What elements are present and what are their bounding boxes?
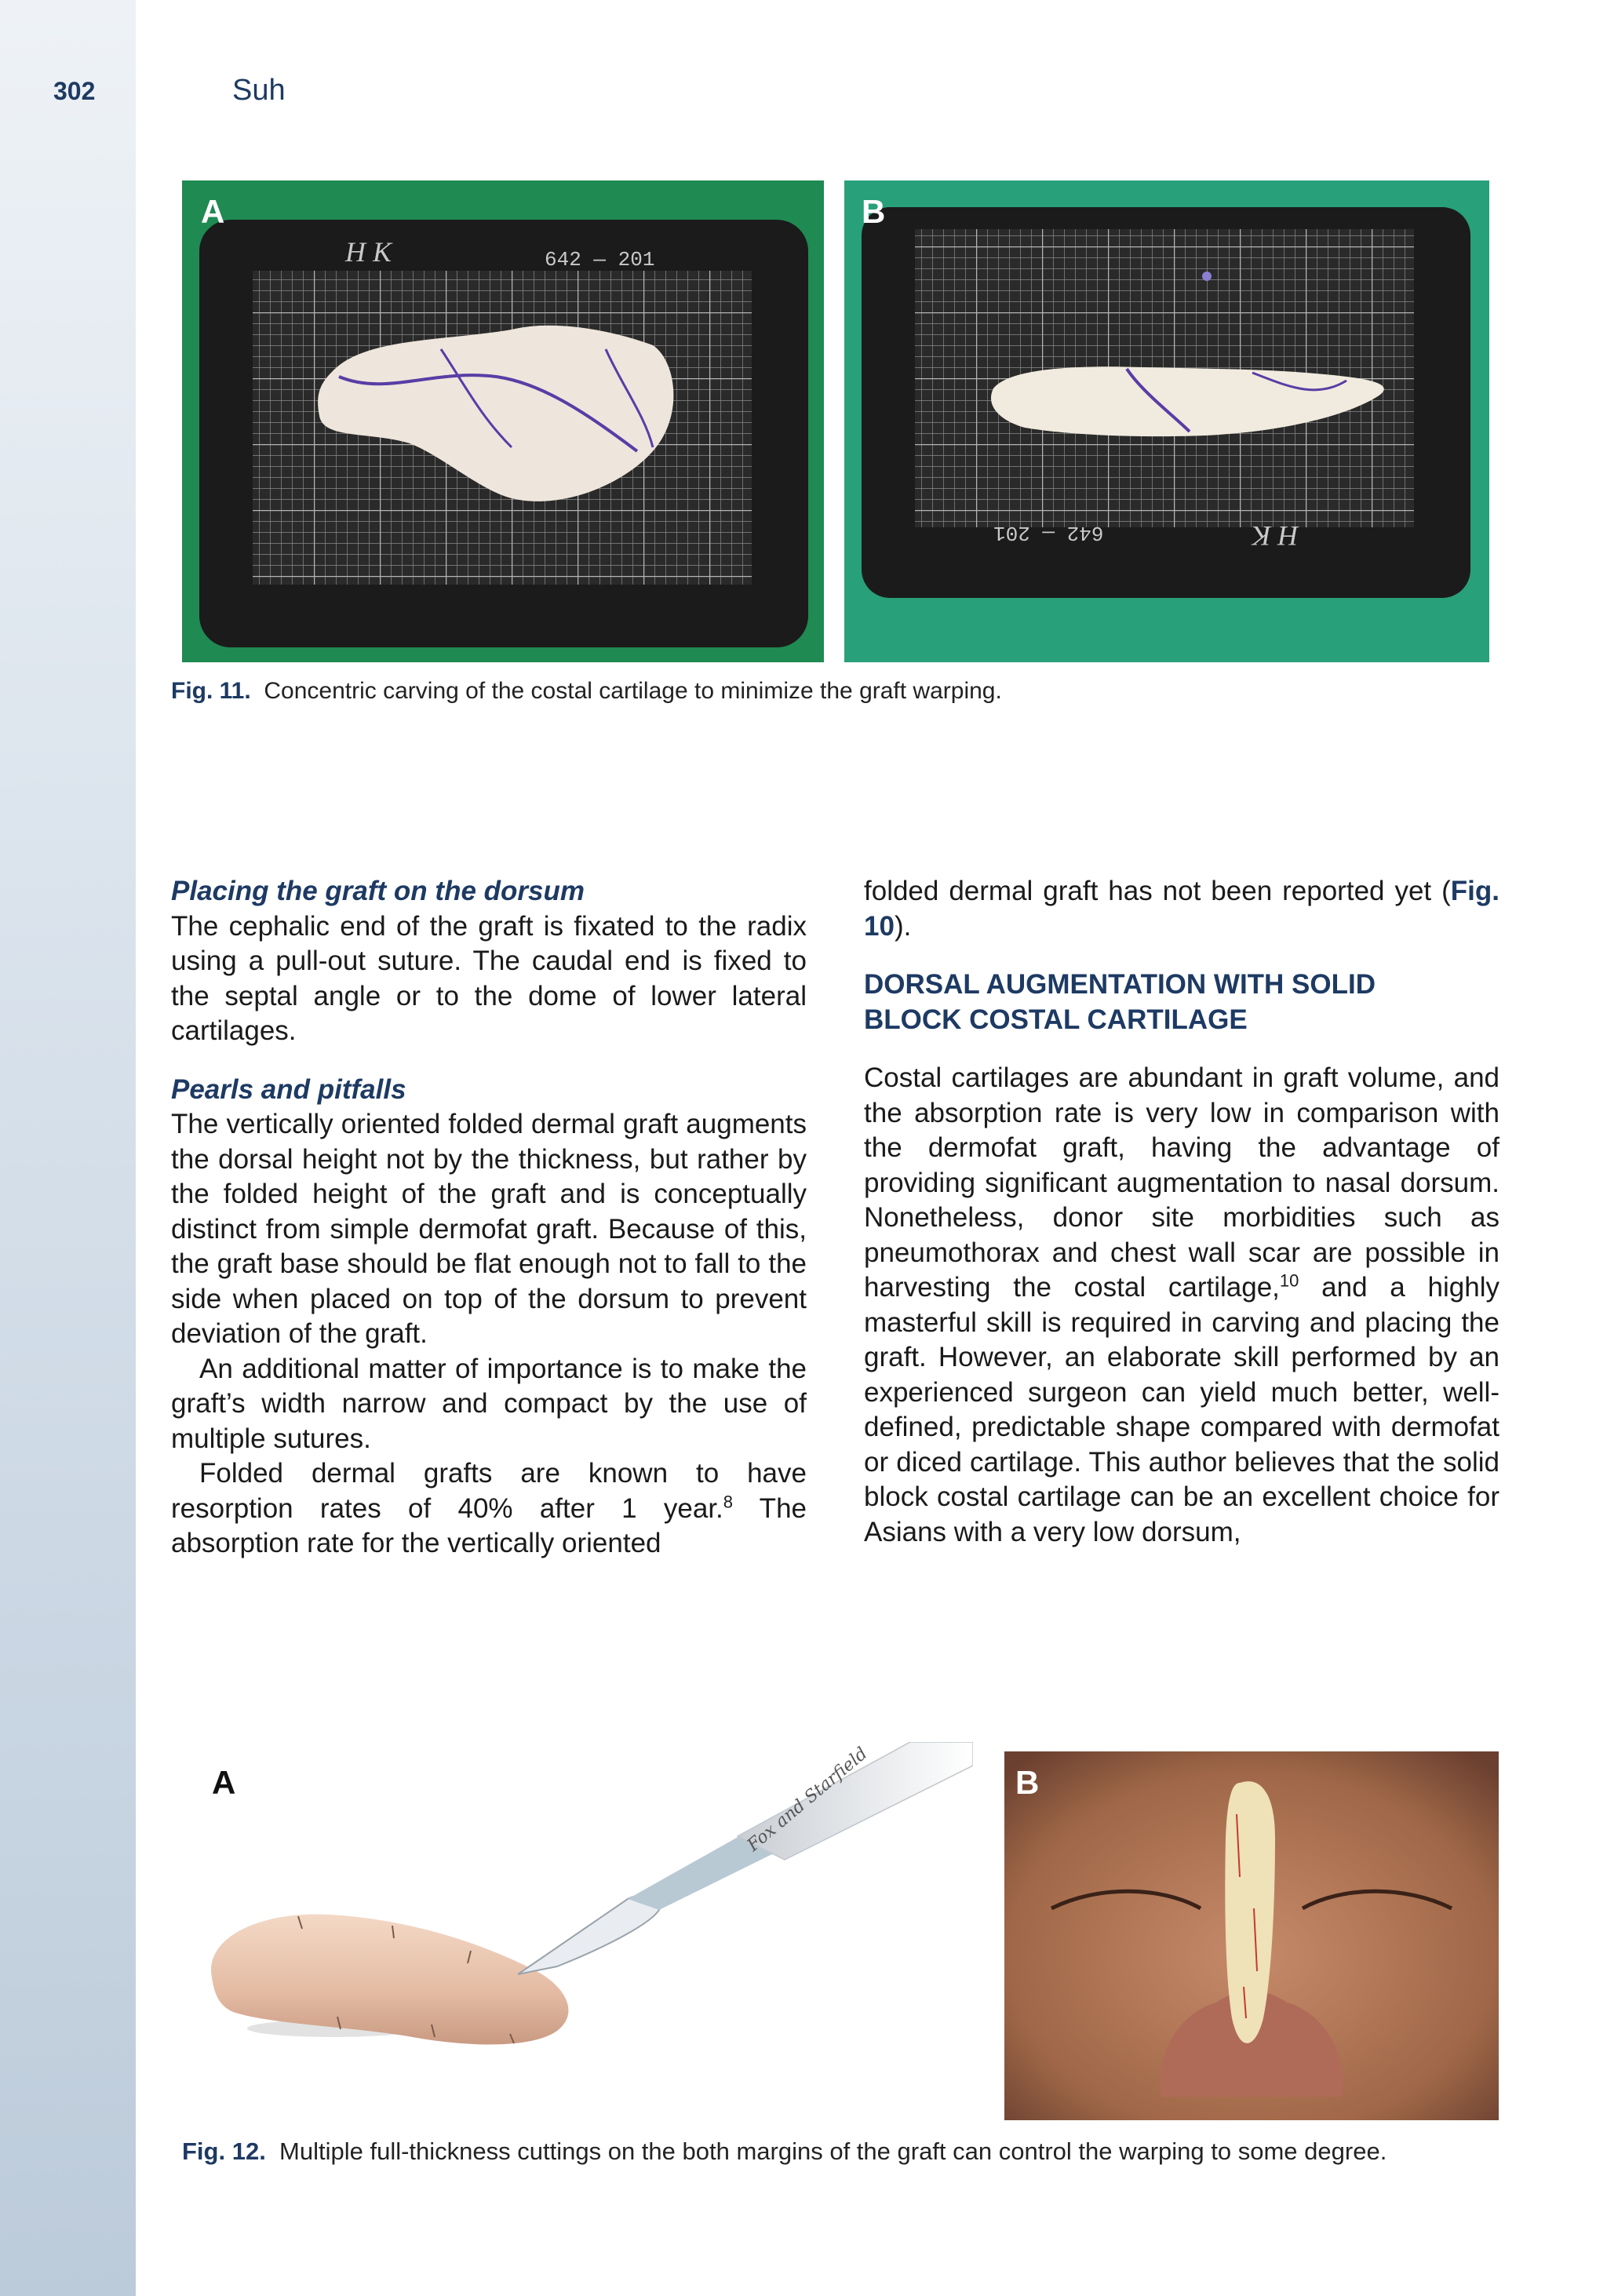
figure11-panel-b-photo: [844, 180, 1489, 662]
paragraph-continued-end: ).: [894, 910, 912, 942]
figure12-panel-b-letter: B: [1015, 1764, 1040, 1801]
paragraph-continued-text: folded dermal graft has not been reported yet (: [864, 876, 1451, 906]
section-heading-line1: DORSAL AUGMENTATION WITH SOLID: [864, 969, 1376, 1000]
paragraph-placing-graft: The cephalic end of the graft is fixated to the radix using a pull-out suture. The caudal end is fixed to the septal angle or to the dome of lower lateral cartilages.: [171, 910, 807, 1046]
citation-10: 10: [1279, 1270, 1299, 1291]
figure12-caption-text: Multiple full-thickness cuttings on the both margins of the graft can control the warping to some degree.: [279, 2137, 1387, 2165]
scalpel-signature: Fox and Starfield: [743, 1744, 872, 1856]
figure12-caption: [182, 2137, 1563, 2166]
figure12-caption-label: Fig. 12.: [182, 2137, 266, 2165]
paragraph-costal-cartilage-end: and a highly masterful skill is required in carving and placing the graft. However, an elaborate skill performed by an experienced surgeon can yield much better, well-defined, predictable shape compared with dermofat or diced cartilage. This author believes that the solid block costal cartilage can be an excellent choice for Asians with a very low dorsum,: [864, 1272, 1500, 1547]
heading-placing-graft: Placing the graft on the dorsum: [171, 876, 585, 906]
citation-8: 8: [723, 1491, 734, 1511]
figure11-board-b-label: 642 — 201: [993, 521, 1104, 545]
figure12-panel-a-letter: A: [212, 1764, 236, 1801]
paragraph-costal-cartilage-start: Costal cartilages are abundant in graft volume, and the absorption rate is very low in comparison with the dermofat graft, having the advantage of providing significant augmentation to nasal dorsum. Nonetheless, donor site morbidities such as pneumothorax and chest wall scar are possible in harvesting the costal cartilage,: [864, 1062, 1500, 1303]
figure11-board-b-brand: H K: [1252, 520, 1299, 552]
left-text-column: [171, 874, 807, 1562]
paragraph-pearls-3-start: Folded dermal grafts are known to have resorption rates of 40% after 1 year.: [171, 1458, 807, 1524]
running-head-author: Suh: [232, 74, 286, 107]
figure11-caption: [171, 678, 1505, 705]
figure12-panel-a-illustration: [188, 1742, 973, 2134]
figure11-panel-b-letter: B: [862, 193, 886, 230]
paragraph-pearls-2: An additional matter of importance is to make the graft’s width narrow and compact by the use of multiple sutures.: [171, 1353, 807, 1454]
section-heading-line2: BLOCK COSTAL CARTILAGE: [864, 1004, 1248, 1035]
right-text-column: [864, 874, 1500, 1550]
paragraph-pearls-3-end: The absorption rate for the vertically oriented: [171, 1492, 807, 1558]
figure11-board-a-label: 642 — 201: [545, 248, 655, 272]
paragraph-pearls-1: The vertically oriented folded dermal graft augments the dorsal height not by the thickness, but rather by the folded height of the graft and is conceptually distinct from simple dermofat graft. Because of this, the graft base should be flat enough not to fall to the side when placed on top of the dorsum to prevent deviation of the graft.: [171, 1109, 807, 1349]
page-sidebar: [0, 0, 136, 2296]
figure11-board-a-brand: H K: [345, 236, 392, 268]
paragraph-costal-cartilage: [864, 1061, 1500, 1550]
figure11-caption-label: Fig. 11.: [171, 678, 251, 704]
heading-pearls-pitfalls: Pearls and pitfalls: [171, 1073, 406, 1105]
figure12-panel-b-photo: [1004, 1751, 1499, 2120]
paragraph-pearls-3: [171, 1456, 807, 1562]
figure11-caption-text: Concentric carving of the costal cartilage to minimize the graft warping.: [264, 678, 1002, 704]
paragraph-continued: [864, 874, 1500, 944]
figure11-panel-a-letter: A: [201, 193, 225, 230]
figure11-panel-a-photo: [182, 180, 824, 662]
page-number: 302: [53, 77, 96, 105]
figure-10-reference[interactable]: Fig. 10: [864, 876, 1500, 942]
